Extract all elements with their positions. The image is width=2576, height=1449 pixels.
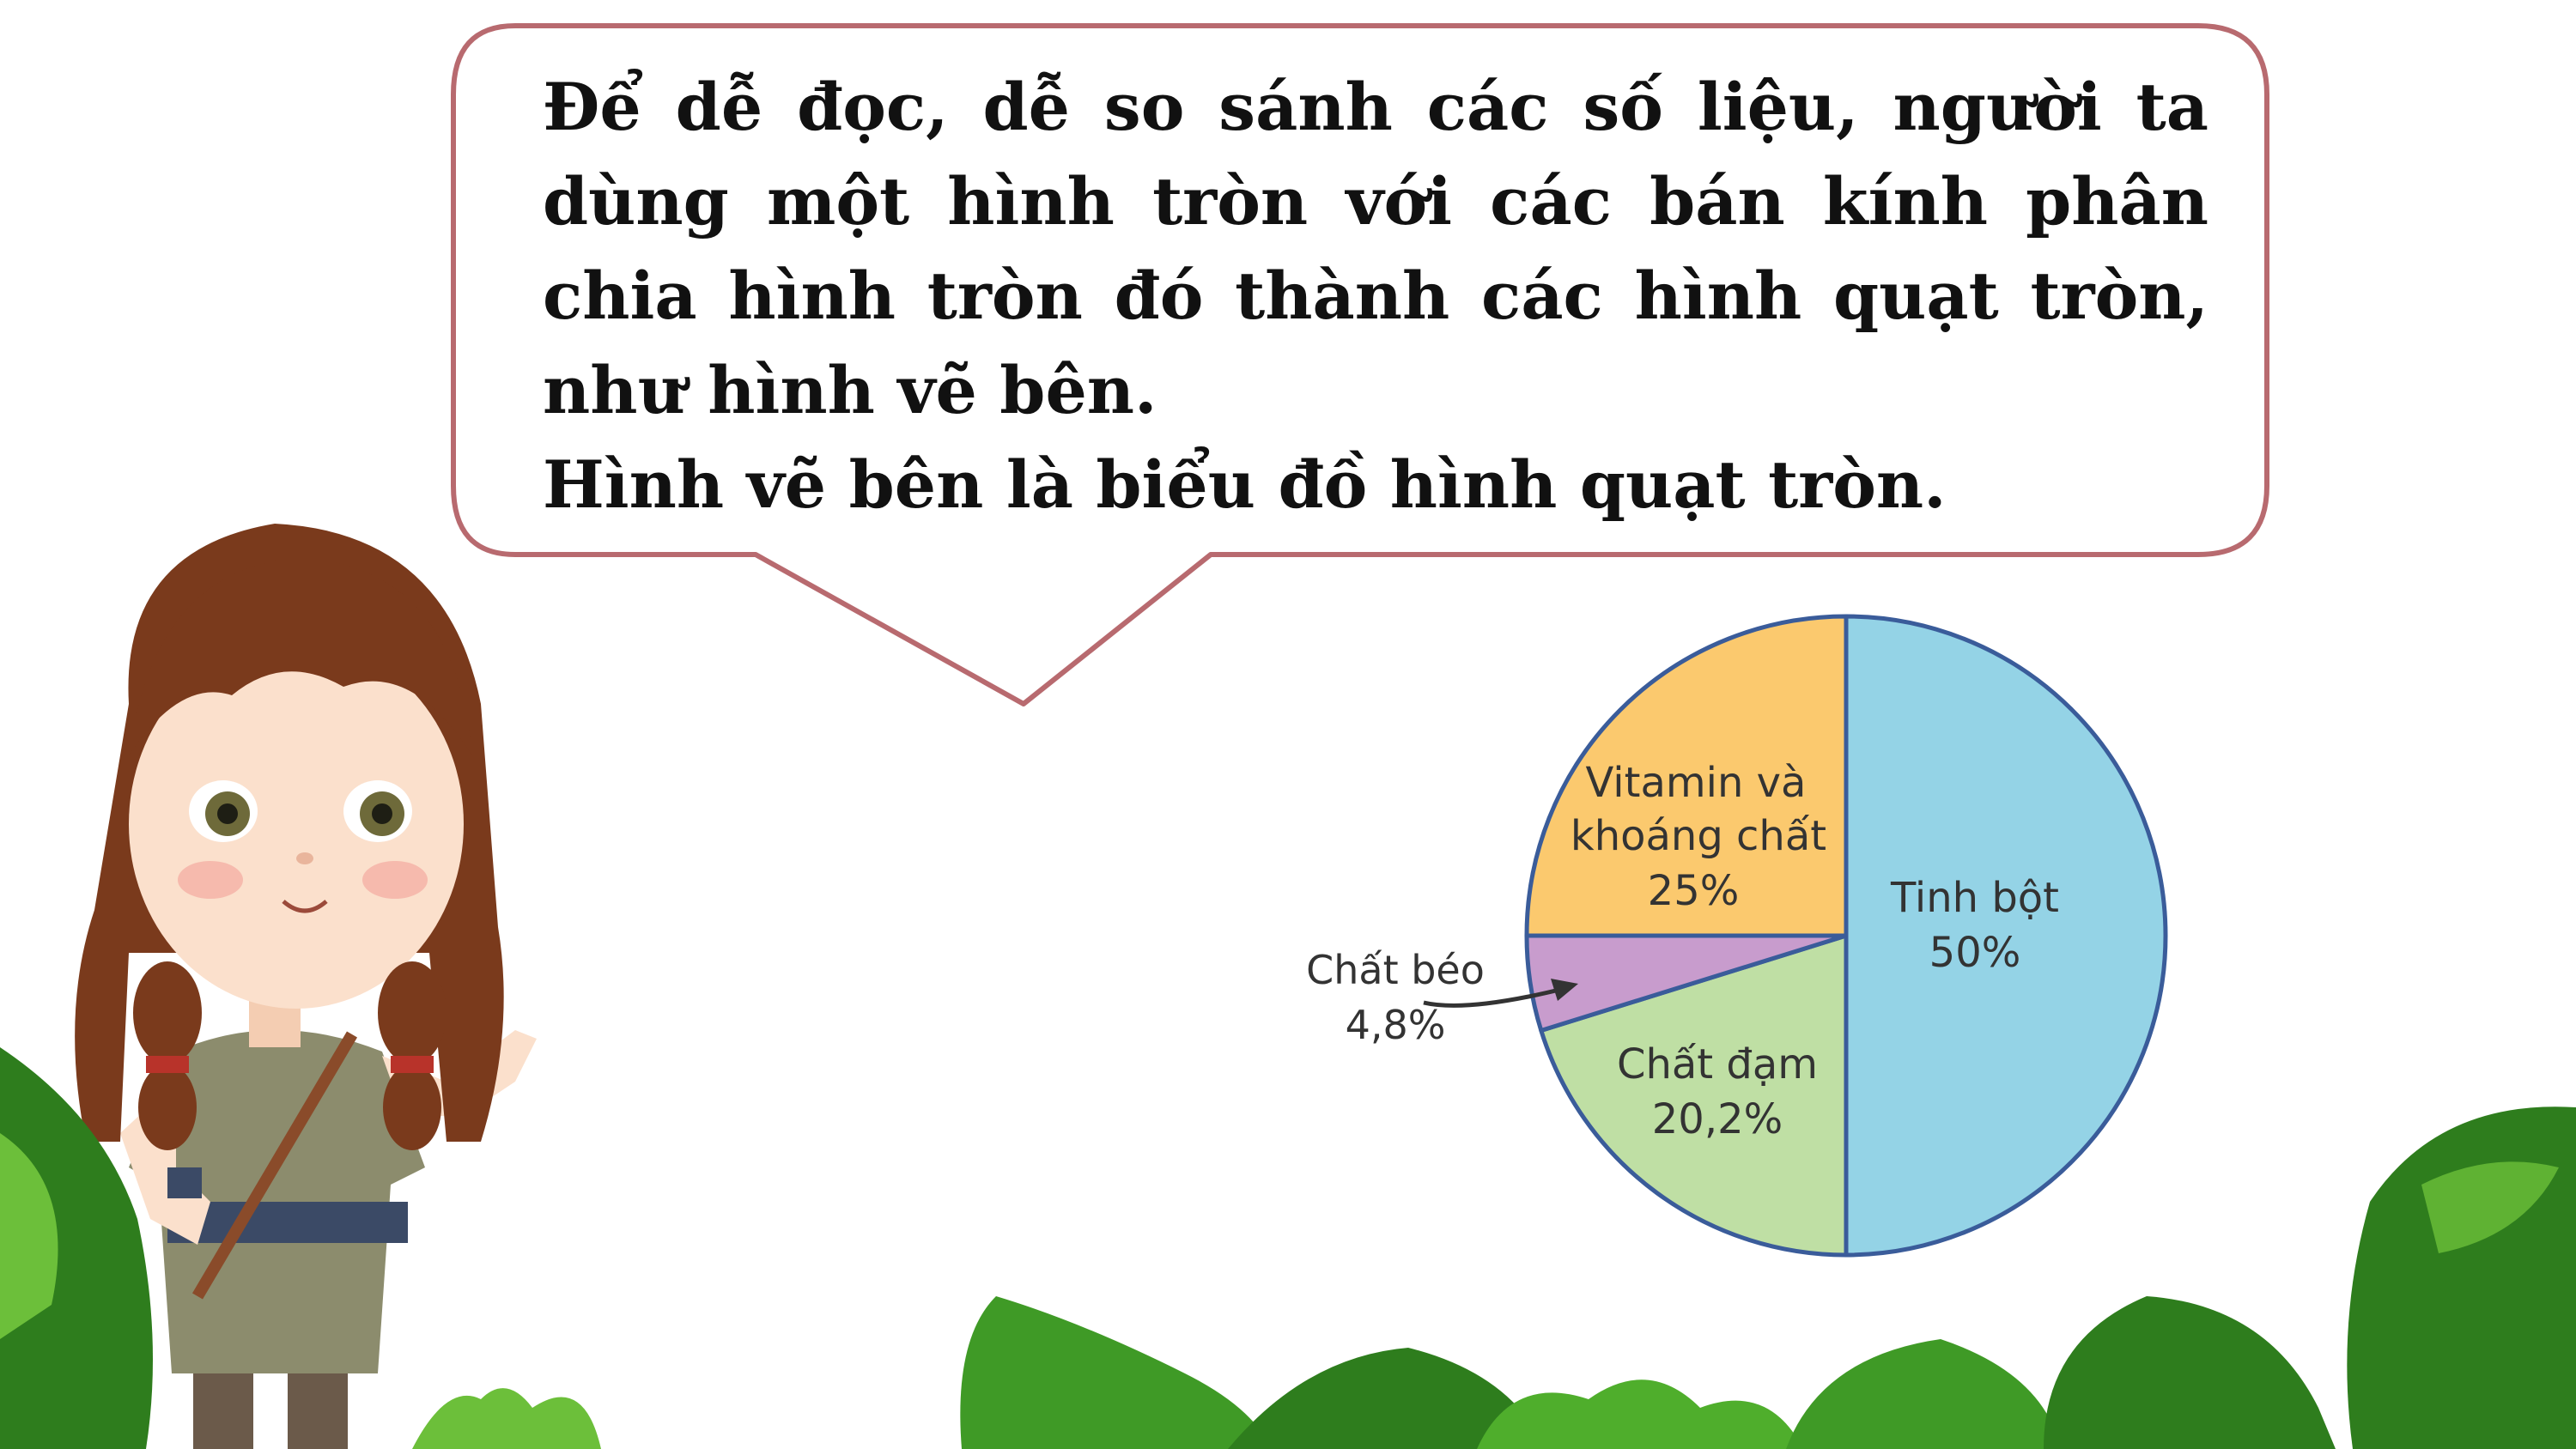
label-vitamin-line2: khoáng chất xyxy=(1570,812,1827,860)
label-chat-dam-value: 20,2% xyxy=(1651,1095,1783,1143)
label-tinh-bot-name: Tinh bột xyxy=(1891,874,2059,922)
label-chat-beo-value: 4,8% xyxy=(1345,1002,1446,1048)
label-vitamin-value: 25% xyxy=(1647,867,1740,915)
speech-paragraph-1: Để dễ đọc, dễ so sánh các số liệu, người ta dùng một hình tròn với các bán kính phân chia hình tròn đó thành các hình quạt tròn, như hình vẽ bên. xyxy=(543,69,2208,428)
label-chat-beo-name: Chất béo xyxy=(1306,947,1485,993)
label-chat-dam-name: Chất đạm xyxy=(1616,1040,1819,1088)
speech-paragraph-2: Hình vẽ bên là biểu đồ hình quạt tròn. xyxy=(543,446,1947,523)
label-vitamin-line1: Vitamin và xyxy=(1585,759,1807,807)
label-tinh-bot-value: 50% xyxy=(1929,929,2021,977)
